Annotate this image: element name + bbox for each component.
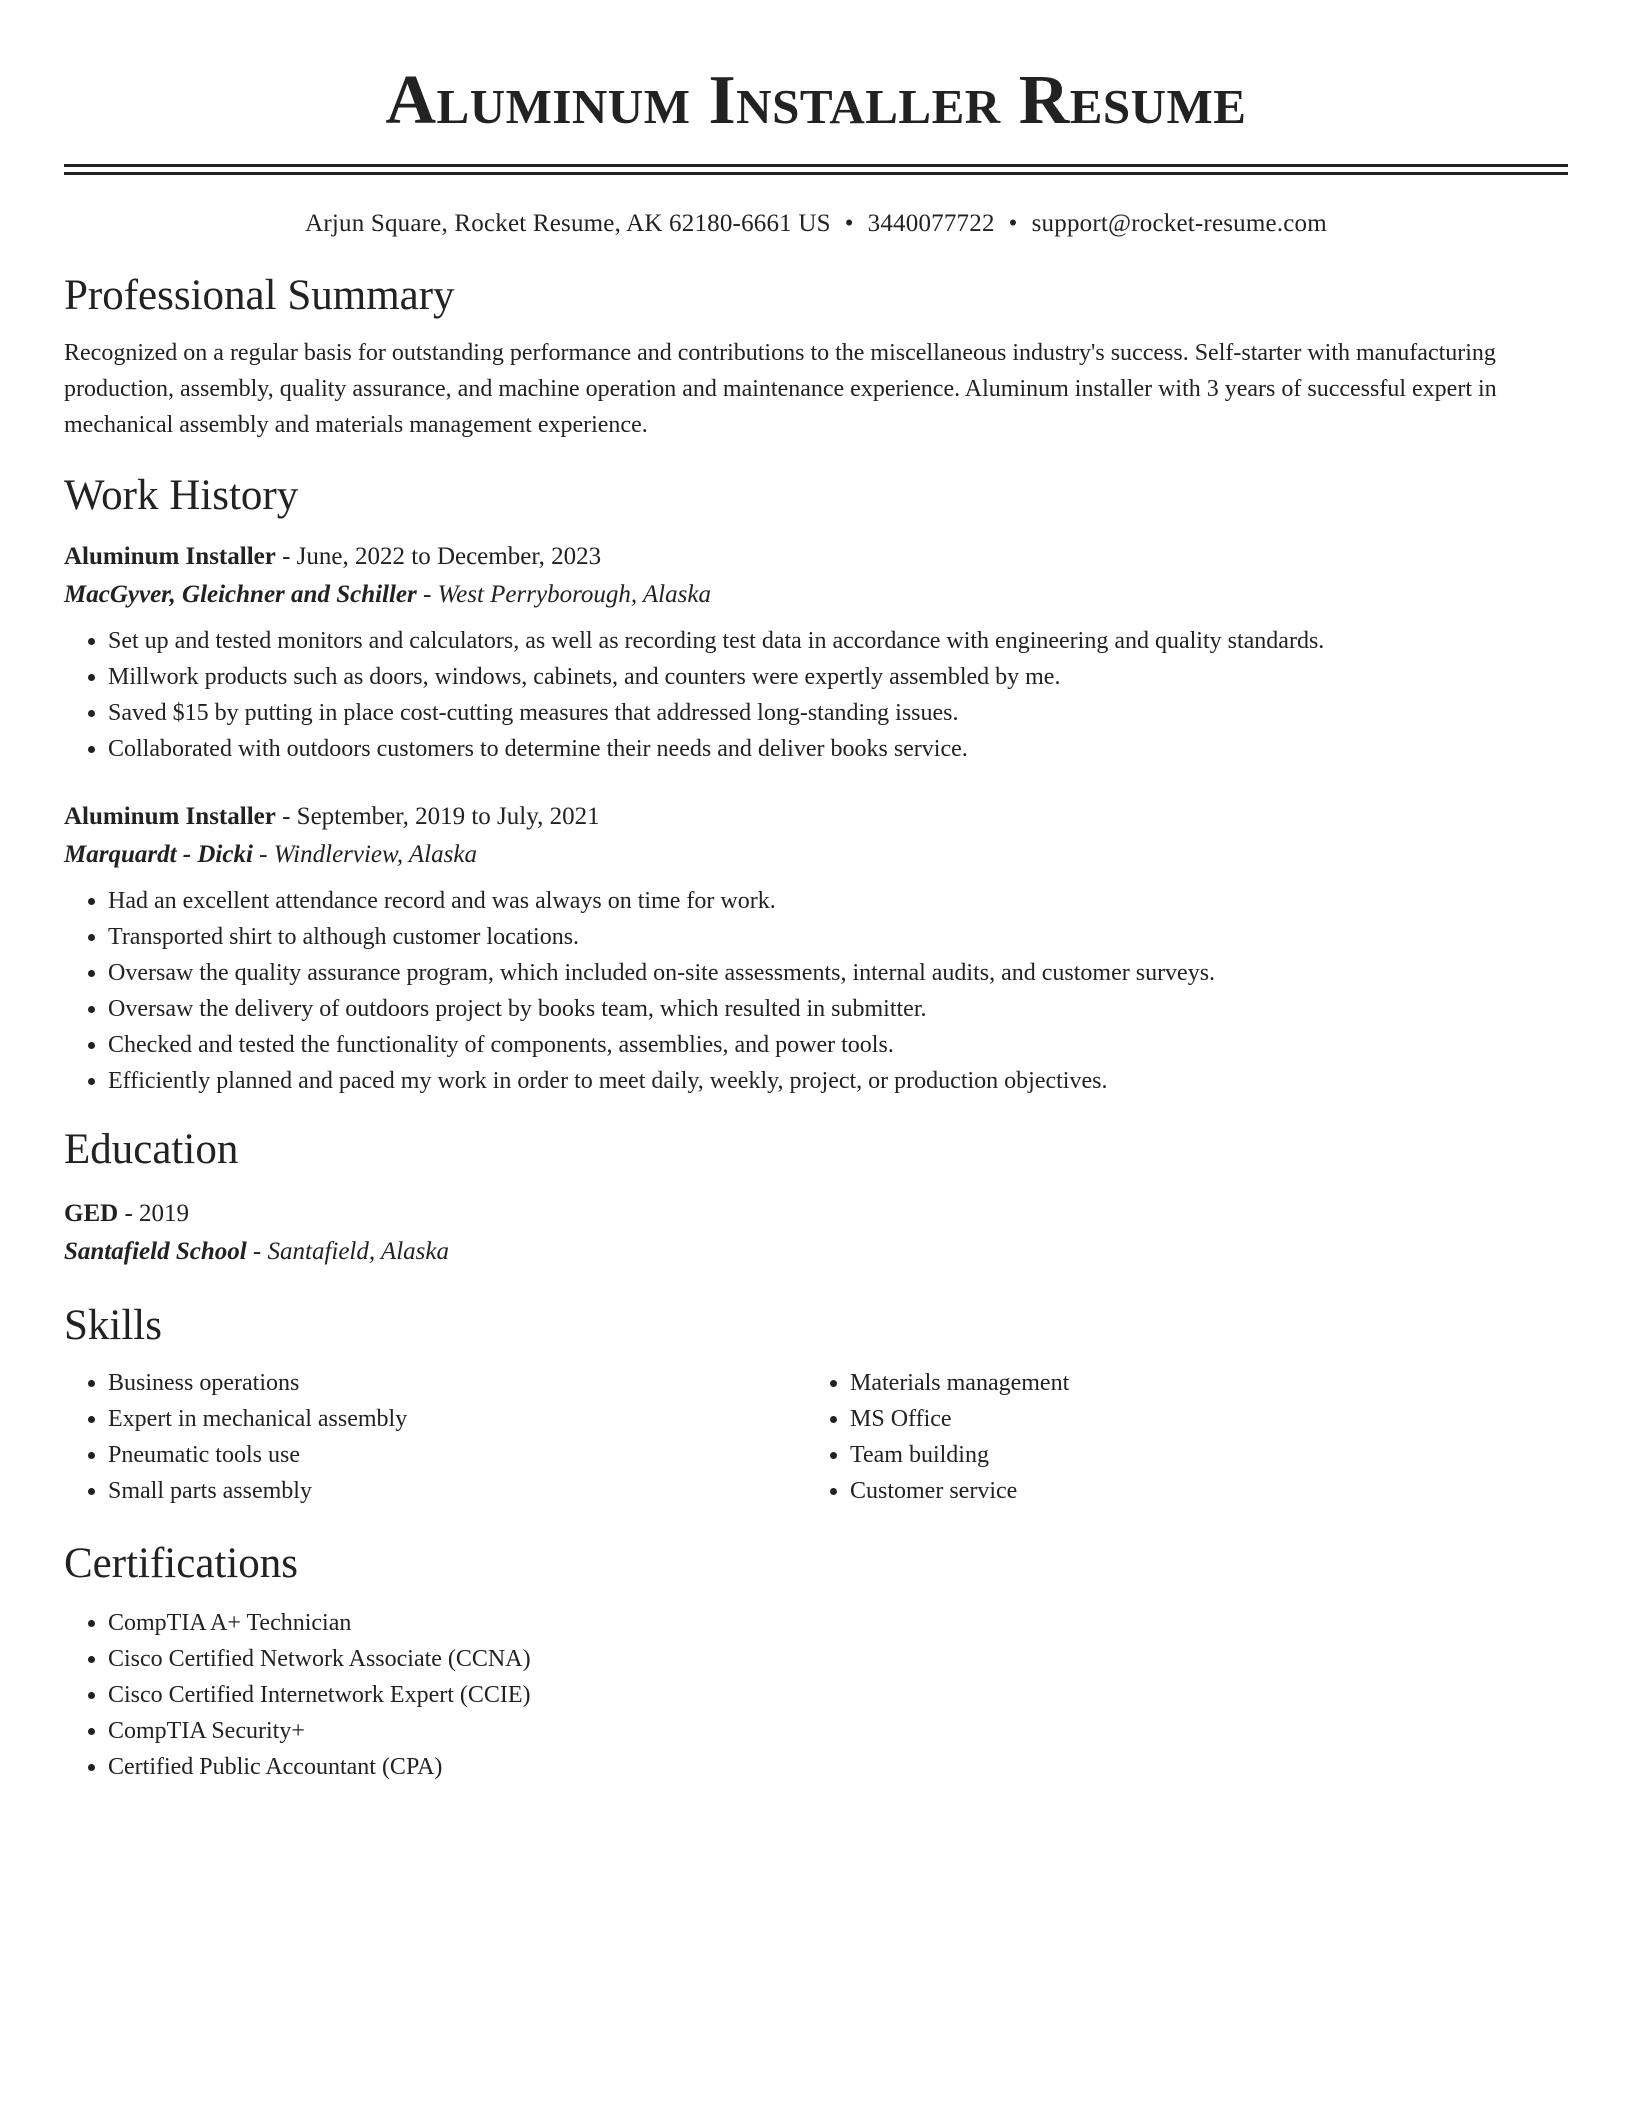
job-entry bbox=[64, 539, 1568, 767]
job-title-line bbox=[64, 539, 1568, 575]
skills-column-right bbox=[806, 1365, 1548, 1509]
job-company-line bbox=[64, 835, 1568, 875]
skills-grid bbox=[64, 1365, 1568, 1509]
job-company-line bbox=[64, 575, 1568, 615]
list-item: • Cisco Certified Network Associate (CCNA) bbox=[108, 1641, 1568, 1677]
education-degree: GED bbox=[64, 1200, 119, 1227]
job-title: Aluminum Installer bbox=[64, 543, 276, 570]
list-item: • Millwork products such as doors, windows, cabinets, and counters were expertly assembled by me. bbox=[108, 659, 1568, 695]
list-item: • Had an excellent attendance record and was always on time for work. bbox=[108, 883, 1568, 919]
list-item: • Small parts assembly bbox=[108, 1473, 806, 1509]
education-school-line bbox=[64, 1233, 1568, 1271]
list-item: • Expert in mechanical assembly bbox=[108, 1401, 806, 1437]
job-location: - Windlerview, Alaska bbox=[252, 841, 477, 868]
resume-page bbox=[64, 0, 1568, 1785]
list-item: • Transported shirt to although customer locations. bbox=[108, 919, 1568, 955]
contact-line bbox=[64, 207, 1568, 241]
list-item: • Customer service bbox=[850, 1473, 1548, 1509]
list-item: • Materials management bbox=[850, 1365, 1548, 1401]
job-entry bbox=[64, 799, 1568, 1099]
list-item: • Oversaw the delivery of outdoors project by books team, which resulted in submitter. bbox=[108, 991, 1568, 1027]
education-degree-line bbox=[64, 1195, 1568, 1233]
skills-list bbox=[64, 1365, 806, 1509]
list-item: • Pneumatic tools use bbox=[108, 1437, 806, 1473]
contact-phone: 3440077722 bbox=[867, 210, 995, 237]
skills-heading: Skills bbox=[64, 1302, 162, 1349]
job-company: MacGyver, Gleichner and Schiller bbox=[64, 581, 417, 608]
skills-column-left bbox=[64, 1365, 806, 1509]
skills-list bbox=[806, 1365, 1548, 1509]
list-item: • Business operations bbox=[108, 1365, 806, 1401]
list-item: • Certified Public Accountant (CPA) bbox=[108, 1749, 1568, 1785]
contact-separator: • bbox=[844, 210, 854, 237]
list-item: • Collaborated with outdoors customers to determine their needs and deliver books service. bbox=[108, 731, 1568, 767]
list-item: • MS Office bbox=[850, 1401, 1548, 1437]
certifications-heading: Certifications bbox=[64, 1540, 299, 1587]
contact-address: Arjun Square, Rocket Resume, AK 62180-6661 US bbox=[305, 210, 831, 237]
job-title: Aluminum Installer bbox=[64, 803, 276, 830]
contact-email: support@rocket-resume.com bbox=[1031, 210, 1327, 237]
list-item: • Set up and tested monitors and calculators, as well as recording test data in accordance with engineering and quality standards. bbox=[108, 623, 1568, 659]
job-company: Marquardt - Dicki bbox=[64, 841, 253, 868]
job-dates: - September, 2019 to July, 2021 bbox=[275, 803, 600, 830]
title-divider bbox=[64, 164, 1568, 175]
resume-title: Aluminum Installer Resume bbox=[385, 62, 1247, 139]
education-location: - Santafield, Alaska bbox=[246, 1238, 449, 1265]
list-item: • Saved $15 by putting in place cost-cutting measures that addressed long-standing issues. bbox=[108, 695, 1568, 731]
list-item: • Team building bbox=[850, 1437, 1548, 1473]
contact-separator: • bbox=[1008, 210, 1018, 237]
education-year: - 2019 bbox=[118, 1200, 190, 1227]
job-location: - West Perryborough, Alaska bbox=[416, 581, 711, 608]
job-dates: - June, 2022 to December, 2023 bbox=[275, 543, 602, 570]
list-item: • CompTIA Security+ bbox=[108, 1713, 1568, 1749]
list-item: • Oversaw the quality assurance program, which included on-site assessments, internal audits, and customer surveys. bbox=[108, 955, 1568, 991]
summary-text: Recognized on a regular basis for outstanding performance and contributions to the miscellaneous industry's success. Self-starter with manufacturing production, assembly, quality assurance, and machine operation and maintenance experience. Aluminum installer with 3 years of successful expert in mechanical assembly and materials management experience. bbox=[64, 340, 1497, 438]
list-item: • Efficiently planned and paced my work in order to meet daily, weekly, project, or production objectives. bbox=[108, 1063, 1568, 1099]
education-heading: Education bbox=[64, 1126, 239, 1173]
summary-heading: Professional Summary bbox=[64, 272, 455, 319]
list-item: • CompTIA A+ Technician bbox=[108, 1605, 1568, 1641]
list-item: • Checked and tested the functionality of components, assemblies, and power tools. bbox=[108, 1027, 1568, 1063]
work-history-heading: Work History bbox=[64, 472, 299, 519]
job-bullets bbox=[64, 623, 1568, 767]
list-item: • Cisco Certified Internetwork Expert (CCIE) bbox=[108, 1677, 1568, 1713]
job-bullets bbox=[64, 883, 1568, 1099]
job-title-line bbox=[64, 799, 1568, 835]
certifications-list bbox=[64, 1605, 1568, 1785]
education-school: Santafield School bbox=[64, 1238, 247, 1265]
